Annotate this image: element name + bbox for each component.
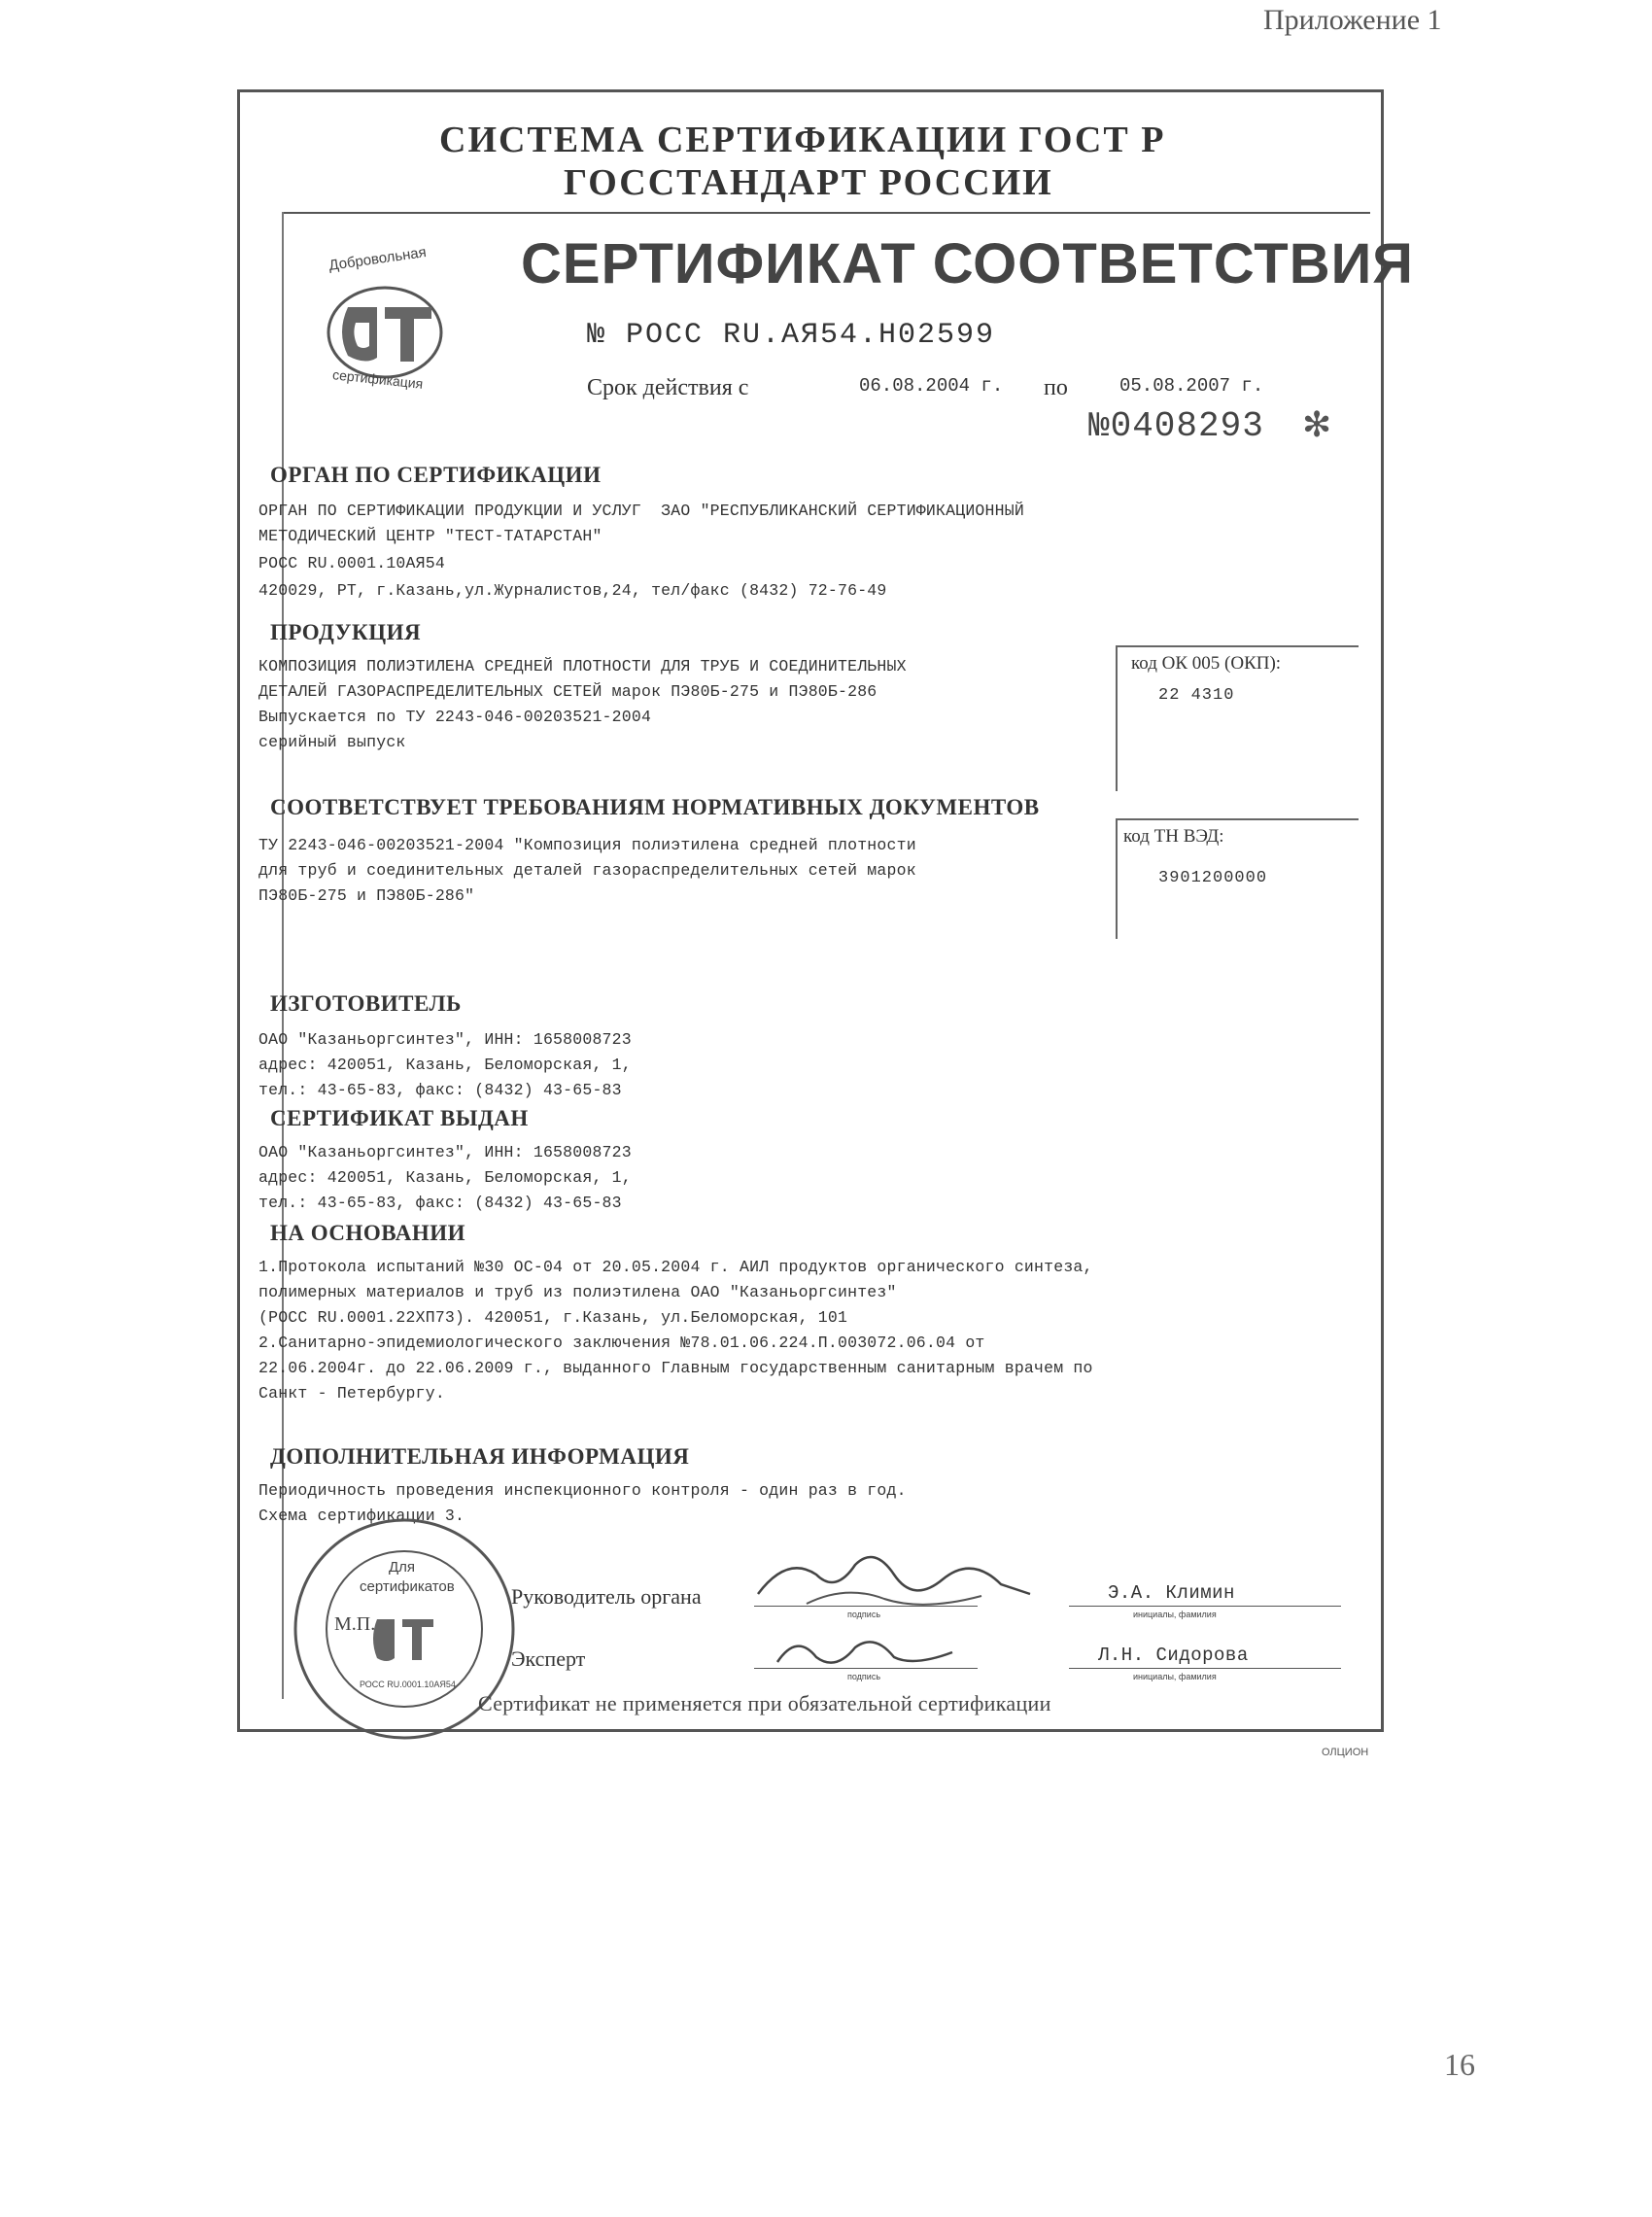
tnved-code-value: 3901200000 xyxy=(1158,869,1268,887)
left-margin-rule xyxy=(282,212,284,1699)
tnved-code-label: код ТН ВЭД: xyxy=(1123,826,1224,847)
mp-label: М.П. xyxy=(334,1613,376,1635)
head-role-label: Руководитель органа xyxy=(511,1584,702,1609)
head-signature-caption: подпись xyxy=(847,1610,881,1619)
form-serial-number: №0408293 xyxy=(1088,406,1264,446)
handwritten-signature-icon xyxy=(748,1536,1040,1623)
certification-body-line: 420029, РТ, г.Казань,ул.Журналистов,24, тел/факс (8432) 72-76-49 xyxy=(258,581,887,600)
valid-to-label: по xyxy=(1044,375,1068,400)
issued-to-heading: СЕРТИФИКАТ ВЫДАН xyxy=(270,1106,529,1130)
system-title: СИСТЕМА СЕРТИФИКАЦИИ ГОСТ Р xyxy=(439,120,1166,160)
expert-name: Л.Н. Сидорова xyxy=(1098,1645,1249,1666)
page-number: 16 xyxy=(1444,2047,1475,2082)
certificate-number: № РОСС RU.АЯ54.Н02599 xyxy=(587,319,996,352)
seal-center-bottom: сертификатов xyxy=(360,1578,455,1595)
valid-from-date: 06.08.2004 г. xyxy=(859,375,1004,397)
issued-to-line: ОАО "Казаньоргсинтез", ИНН: 1658008723 xyxy=(258,1143,632,1161)
handwritten-signature-icon xyxy=(768,1623,962,1678)
head-name: Э.А. Климин xyxy=(1108,1582,1235,1604)
expert-initials-line xyxy=(1069,1668,1341,1669)
manufacturer-line: тел.: 43-65-83, факс: (8432) 43-65-83 xyxy=(258,1081,622,1099)
basis-line: 1.Протокола испытаний №30 ОС-04 от 20.05.2004 г. АИЛ продуктов органического синтеза, xyxy=(258,1258,1093,1276)
manufacturer-line: адрес: 420051, Казань, Беломорская, 1, xyxy=(258,1056,632,1074)
logo-bottom-text: сертификация xyxy=(331,366,425,392)
okp-code-label: код ОК 005 (ОКП): xyxy=(1131,653,1282,674)
printer-brand-mark: ОЛЦИОН xyxy=(1322,1747,1369,1758)
basis-line: (РОСС RU.0001.22ХП73). 420051, г.Казань, ул.Беломорская, 101 xyxy=(258,1308,848,1327)
additional-info-heading: ДОПОЛНИТЕЛЬНАЯ ИНФОРМАЦИЯ xyxy=(270,1444,690,1469)
footer-note: Сертификат не применяется при обязательной сертификации xyxy=(478,1691,1051,1715)
basis-line: 22.06.2004г. до 22.06.2009 г., выданного Главным государственным санитарным врачем по xyxy=(258,1359,1093,1377)
issued-to-line: адрес: 420051, Казань, Беломорская, 1, xyxy=(258,1168,632,1187)
agency-title: ГОССТАНДАРТ РОССИИ xyxy=(564,162,1053,203)
expert-signature-caption: подпись xyxy=(847,1672,881,1681)
head-initials-caption: инициалы, фамилия xyxy=(1133,1610,1217,1619)
manufacturer-heading: ИЗГОТОВИТЕЛЬ xyxy=(270,991,462,1016)
okp-code-value: 22 4310 xyxy=(1158,686,1235,705)
product-heading: ПРОДУКЦИЯ xyxy=(270,620,422,644)
certification-body-heading: ОРГАН ПО СЕРТИФИКАЦИИ xyxy=(270,463,602,487)
rst-logo xyxy=(288,237,482,402)
additional-info-line: Периодичность проведения инспекционного контроля - один раз в год. xyxy=(258,1481,907,1500)
head-signature xyxy=(748,1536,1040,1623)
certificate-title: СЕРТИФИКАТ СООТВЕТСТВИЯ xyxy=(521,232,1414,295)
basis-line: полимерных материалов и труб из полиэтилена ОАО "Казаньоргсинтез" xyxy=(258,1283,897,1301)
certification-body-line: МЕТОДИЧЕСКИЙ ЦЕНТР "ТЕСТ-ТАТАРСТАН" xyxy=(258,527,602,545)
certification-body-line: ОРГАН ПО СЕРТИФИКАЦИИ ПРОДУКЦИИ И УСЛУГ ЗАО "РЕСПУБЛИКАНСКИЙ СЕРТИФИКАЦИОННЫЙ xyxy=(258,502,1024,520)
expert-signature xyxy=(768,1623,962,1678)
seal-center-top: Для xyxy=(389,1559,416,1576)
logo-top-text: Добровольная xyxy=(327,244,428,274)
certification-body-line: РОСС RU.0001.10АЯ54 xyxy=(258,554,445,572)
okp-code-box xyxy=(1116,645,1359,791)
additional-info-line: Схема сертификации 3. xyxy=(258,1507,465,1525)
product-line: Выпускается по ТУ 2243-046-00203521-2004 xyxy=(258,708,652,726)
asterisk-icon: ✻ xyxy=(1302,405,1332,444)
basis-line: Санкт - Петербургу. xyxy=(258,1384,445,1403)
compliance-line: для труб и соединительных деталей газораспределительных сетей марок xyxy=(258,861,916,880)
expert-role-label: Эксперт xyxy=(511,1646,586,1671)
compliance-heading: СООТВЕТСТВУЕТ ТРЕБОВАНИЯМ НОРМАТИВНЫХ ДОКУМЕНТОВ xyxy=(270,795,1040,819)
appendix-label: Приложение 1 xyxy=(1263,4,1442,36)
seal-registration: РОСС RU.0001.10АЯ54 xyxy=(360,1680,456,1689)
manufacturer-line: ОАО "Казаньоргсинтез", ИНН: 1658008723 xyxy=(258,1030,632,1049)
product-line: серийный выпуск xyxy=(258,733,406,751)
product-line: ДЕТАЛЕЙ ГАЗОРАСПРЕДЕЛИТЕЛЬНЫХ СЕТЕЙ марок ПЭ80Б-275 и ПЭ80Б-286 xyxy=(258,682,878,701)
issued-to-line: тел.: 43-65-83, факс: (8432) 43-65-83 xyxy=(258,1194,622,1212)
tnved-code-box xyxy=(1116,818,1359,939)
basis-line: 2.Санитарно-эпидемиологического заключения №78.01.06.224.П.003072.06.04 от xyxy=(258,1334,985,1352)
header-divider xyxy=(282,212,1370,214)
head-initials-line xyxy=(1069,1606,1341,1607)
validity-label: Срок действия с xyxy=(587,375,749,400)
product-line: КОМПОЗИЦИЯ ПОЛИЭТИЛЕНА СРЕДНЕЙ ПЛОТНОСТИ ДЛЯ ТРУБ И СОЕДИНИТЕЛЬНЫХ xyxy=(258,657,907,675)
valid-to-date: 05.08.2007 г. xyxy=(1119,375,1264,397)
compliance-line: ТУ 2243-046-00203521-2004 "Композиция полиэтилена средней плотности xyxy=(258,836,916,854)
compliance-line: ПЭ80Б-275 и ПЭ80Б-286" xyxy=(258,886,475,905)
basis-heading: НА ОСНОВАНИИ xyxy=(270,1221,465,1245)
expert-initials-caption: инициалы, фамилия xyxy=(1133,1672,1217,1681)
